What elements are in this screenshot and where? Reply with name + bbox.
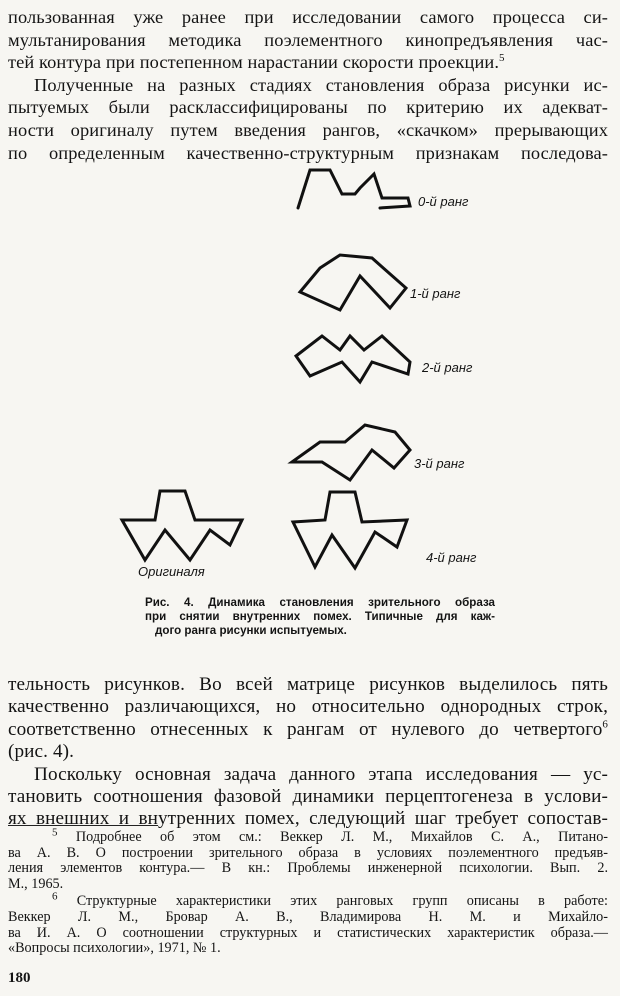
text-line [8,51,608,74]
text-line [8,719,608,741]
rank1-drawing [300,255,406,310]
footnote-line: «Вопросы психологии», 1971, № 1. [8,940,221,957]
text-line: пользованная уже ранее при исследовании самого процесса си- [8,7,608,27]
rank2-drawing [296,336,410,382]
footnote-ref: 6 [602,718,608,731]
text-line-content: соответственно отнесенных к рангам от нулевого до четвертого [8,718,603,740]
text-line-content: тей контура при постепенном нарастании скорости проекции. [8,52,500,73]
footnote-text: Подробнее об этом см.: Веккер Л. М., Михайлов С. А., Питано- [75,829,609,845]
footnote-number: 6 [52,890,58,903]
footnote-text: Структурные характеристики этих ранговых групп описаны в работе: [76,893,609,910]
footnotes [8,826,609,959]
label-rank4: 4-й ранг [426,550,477,565]
bottom-paragraphs [8,674,608,831]
rank4-drawing [293,492,407,568]
label-original: Оригиналя [138,564,205,579]
label-rank1: 1-й ранг [410,286,461,301]
footnote-line: М., 1965. [8,875,64,892]
figure-caption [145,596,495,639]
text-line: ях внешних и внутренних помех, следующий шаг требует сопостав- [8,808,608,830]
text-line: тановить соотношения фазовой динамики перцептогенеза в услови- [8,786,608,808]
top-paragraphs [8,6,608,164]
label-rank0: 0-й ранг [418,194,469,209]
footnote-5 [8,826,609,892]
caption-line: при снятии внутренних помех. Типичные для каж- [145,610,495,624]
text-line: Полученные на разных стадиях становления образа рисунки ис- [34,74,608,95]
footnote-ref: 5 [499,52,505,65]
footnote-line [8,890,609,910]
caption-line: дого ранга рисунки испытуемых. [155,624,347,638]
figure-4 [110,150,510,590]
text-line: (рис. 4). [8,741,75,763]
footnote-divider [8,825,158,826]
page-number: 180 [8,970,31,986]
original-drawing [122,491,242,560]
text-line: пытуемых были расклассифицированы по критерию их адекват- [8,97,608,118]
footnote-line: ления элементов контура.— В кн.: Проблемы инженерной психологии. Вып. 2. [8,860,608,877]
footnote-6 [8,890,609,957]
footnote-line: ва И. А. О соотношении структурных и статистических характеристик образа.— [8,924,608,941]
text-line: ности оригиналу путем введения рангов, «скачком» прерывающих [8,119,608,140]
text-line: тельность рисунков. Во всей матрице рисунков выделилось пять [8,674,608,695]
caption-line: Рис. 4. Динамика становления зрительного образа [145,596,495,609]
text-line: Поскольку основная задача данного этапа исследования — ус- [34,763,608,785]
footnote-line: ва А. В. О построении зрительного образа в условиях поэлементного предъяв- [8,844,608,861]
rank3-drawing [292,425,410,480]
text-line: мультанирования методика поэлементного кинопредъявления час- [8,29,608,50]
footnote-line: Веккер Л. М., Бровар А. В., Владимирова Н. М. и Михайло- [8,908,608,925]
footnote-number: 5 [52,826,58,839]
label-rank2: 2-й ранг [422,360,473,375]
label-rank3: 3-й ранг [414,456,465,471]
rank0-drawing [298,170,410,208]
text-line: по определенным качественно-структурным признакам последова- [8,142,608,163]
footnote-line [8,826,609,846]
text-line: качественно различающихся, но относительно однородных строк, [8,696,608,718]
